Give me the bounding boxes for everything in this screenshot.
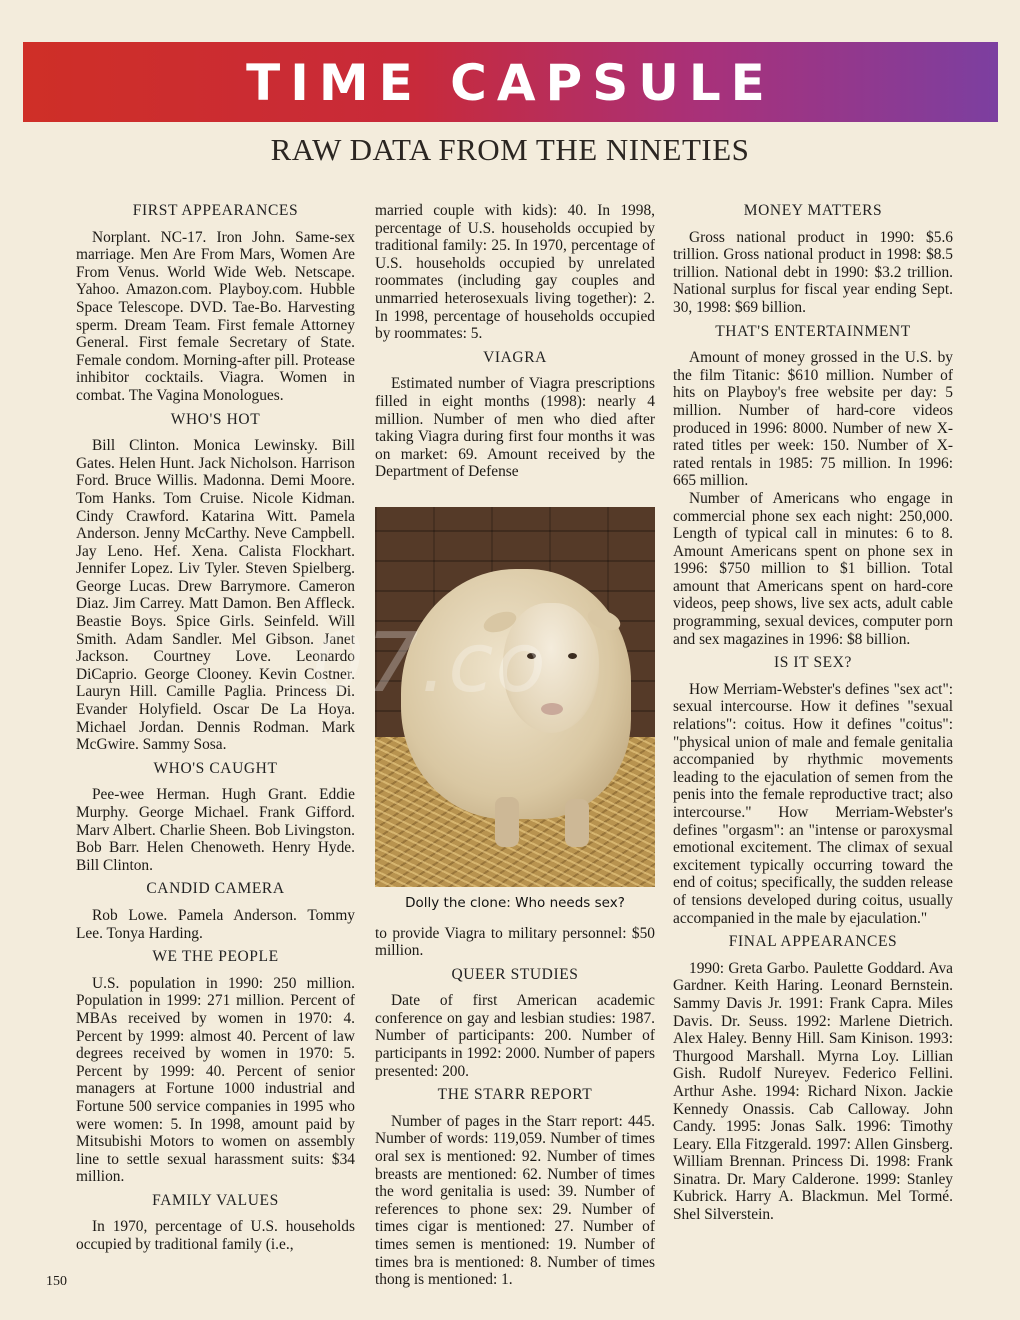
section-text-candid-camera: Rob Lowe. Pamela Anderson. Tommy Lee. Tonya Harding. <box>76 906 355 942</box>
section-heading-first-appearances: FIRST APPEARANCES <box>132 202 299 219</box>
sheep-eye <box>568 653 577 659</box>
section-heading-we-the-people: WE THE PEOPLE <box>152 948 279 966</box>
section-heading-final-appearances: FINAL APPEARANCES <box>728 933 898 951</box>
section-text-money-matters: Gross national product in 1990: $5.6 trillion. Gross national product in 1998: $8.5 trillion. National debt in 1990: $3.2 trillion. National surplus for fiscal year ending Sept. 30, 1998: $69 billion. <box>673 228 953 316</box>
page-number: 150 <box>46 1274 67 1289</box>
section-text-entertainment-1: Amount of money grossed in the U.S. by the film Titanic: $610 million. Number of hits on Playboy's free website per day: 5 million. Number of hard-core videos produced in 1996: 8000. Number of new X-rated titles per week: 150. Number of X-rated rentals in 1985: 75 million. In 1996: 665 million. <box>673 349 953 490</box>
section-heading-family-values: FAMILY VALUES <box>152 1191 279 1209</box>
page-subtitle: RAW DATA FROM THE NINETIES <box>270 132 750 167</box>
section-text-entertainment-2: Number of Americans who engage in commercial phone sex each night: 250,000. Length of typical call in minutes: 6 to 8. Amount Americans spent on phone sex in 1996: $750 million to $1 billion. Total amount that Americans spent on hard-core videos, peep shows, live sex acts, adult cable programming, sexual devices, computer porn and sex magazines in 1996: $8 billion. <box>673 489 953 648</box>
sheep-leg <box>495 797 519 847</box>
photo-caption: Dolly the clone: Who needs sex? <box>405 894 625 911</box>
section-heading-whos-caught: WHO'S CAUGHT <box>153 759 278 777</box>
section-text-first-appearances: Norplant. NC-17. Iron John. Same-sex marriage. Men Are From Mars, Women Are From Venus. World Wide Web. Netscape. Yahoo. Amazon.com. Playboy.com. Hubble Space Telescope. DVD. Tae-Bo. Harvesting sperm. Dream Team. First female Attorney General. First female Secretary of State. Female condom. Morning-after pill. Protease inhibitor cocktails. Viagra. Women in combat. The Vagina Monologues. <box>76 228 355 404</box>
section-heading-viagra: VIAGRA <box>483 348 547 366</box>
column-left <box>76 202 355 1254</box>
title-banner <box>23 42 998 122</box>
section-heading-money-matters: MONEY MATTERS <box>743 202 883 219</box>
section-heading-queer-studies: QUEER STUDIES <box>451 965 579 983</box>
column-right <box>673 202 953 1224</box>
section-text-we-the-people: U.S. population in 1990: 250 million. Population in 1999: 271 million. Percent of MBAs received by women in 1970: 4. Percent by 1999: almost 40. Percent of law degrees received by women in 1970: 5. Percent by 1999: 40. Percent of senior managers at Fortune 1000 industrial and Fortune 500 service companies in 1995 who were women: 5. In 1998, amount paid by Mitsubishi Motors to women on assembly line to settle sexual harassment suits: $34 million. <box>76 974 355 1186</box>
section-text-family-values-continued: married couple with kids): 40. In 1998, percentage of U.S. households occupied by traditional family: 25. In 1970, percentage of U.S. households occupied by unrelated roommates (including gay couples and unmarried heterosexuals living together): 2. In 1998, percentage of households occupied by roommates: 5. <box>375 202 655 343</box>
page-title: TIME CAPSULE <box>246 54 775 112</box>
section-text-final-appearances: 1990: Greta Garbo. Paulette Goddard. Ava Gardner. Keith Haring. Leonard Bernstein. Sammy Davis Jr. 1991: Frank Capra. Miles Davis. Dr. Seuss. 1992: Marlene Dietrich. Alex Haley. Benny Hill. Sam Kinison. 1993: Thurgood Marshall. Myrna Loy. Lillian Gish. Rudolf Nureyev. Federico Fellini. Arthur Ashe. 1994: Richard Nixon. Jackie Kennedy Onassis. Cab Calloway. John Candy. 1995: Jonas Salk. 1996: Timothy Leary. Ella Fitzgerald. 1997: Allen Ginsberg. William Brennan. Princess Di. 1998: Frank Sinatra. Dr. Mary Calderone. 1999: Stanley Kubrick. Harry A. Blackmun. Mel Tormé. Shel Silverstein. <box>673 959 953 1224</box>
section-text-viagra: Estimated number of Viagra prescriptions filled in eight months (1998): nearly 4 million. Number of men who died after taking Viagra during first four months it was on market: 69. Amount received by the Department of Defense <box>375 375 655 481</box>
column-middle <box>375 202 655 1289</box>
section-heading-whos-hot: WHO'S HOT <box>170 410 261 428</box>
section-heading-is-it-sex: IS IT SEX? <box>773 654 853 672</box>
section-text-queer-studies: Date of first American academic conference on gay and lesbian studies: 1987. Number of participants: 200. Number of participants in 1992: 2000. Number of papers presented: 200. <box>375 992 655 1080</box>
section-heading-entertainment: THAT'S ENTERTAINMENT <box>715 322 911 340</box>
section-text-family-values: In 1970, percentage of U.S. households occupied by traditional family (i.e., <box>76 1218 355 1254</box>
section-text-viagra-continued: to provide Viagra to military personnel: $50 million. <box>375 924 655 960</box>
section-text-starr-report: Number of pages in the Starr report: 445. Number of words: 119,059. Number of times oral sex is mentioned: 92. Number of times breasts are mentioned: 62. Number of times the word genitalia is used: 39. Number of references to phone sex: 29. Number of times cigar is mentioned: 27. Number of times semen is mentioned: 19. Number of times bra is mentioned: 8. Number of times thong is mentioned: 1. <box>375 1112 655 1289</box>
section-text-whos-caught: Pee-wee Herman. Hugh Grant. Eddie Murphy. George Michael. Frank Gifford. Marv Albert. Charlie Sheen. Bob Livingston. Bob Barr. Helen Chenoweth. Henry Hyde. Bill Clinton. <box>76 786 355 874</box>
section-text-whos-hot: Bill Clinton. Monica Lewinsky. Bill Gates. Helen Hunt. Jack Nicholson. Harrison Ford. Bruce Willis. Madonna. Demi Moore. Tom Hanks. Tom Cruise. Nicole Kidman. Cindy Crawford. Katarina Witt. Pamela Anderson. Jenny McCarthy. Neve Campbell. Jay Leno. Hef. Xena. Calista Flockhart. Jennifer Lopez. Liv Tyler. Steven Spielberg. George Lucas. Drew Barrymore. Cameron Diaz. Jim Carrey. Matt Damon. Ben Affleck. Beastie Boys. Spice Girls. Seinfeld. Will Smith. Adam Sandler. Mel Gibson. Janet Jackson. Courtney Love. Leonardo DiCaprio. George Clooney. Kevin Costner. Lauryn Hill. Camille Paglia. Princess Di. Evander Holyfield. Oscar De La Hoya. Michael Jordan. Dennis Rodman. Mark McGwire. Sammy Sosa. <box>76 437 355 754</box>
section-heading-starr-report: THE STARR REPORT <box>437 1086 593 1104</box>
watermark: 07.co <box>312 616 548 711</box>
sheep-leg <box>565 799 589 847</box>
section-text-is-it-sex: How Merriam-Webster's defines "sex act": sexual intercourse. How it defines "sexual relations": coitus. How it defines "coitus": "physical union of male and female genitalia accompanied by rhythmic movements leading to the ejaculation of semen from the penis into the female reproductive tract; also intercourse." How Merriam-Webster's defines "orgasm": an "intense or paroxysmal emotional excitement. The climax of sexual excitement typically occurring toward the end of coitus; specifically, the sudden release of tensions developed during coitus, usually accompanied in the male by ejaculation." <box>673 680 953 927</box>
section-heading-candid-camera: CANDID CAMERA <box>146 880 285 898</box>
